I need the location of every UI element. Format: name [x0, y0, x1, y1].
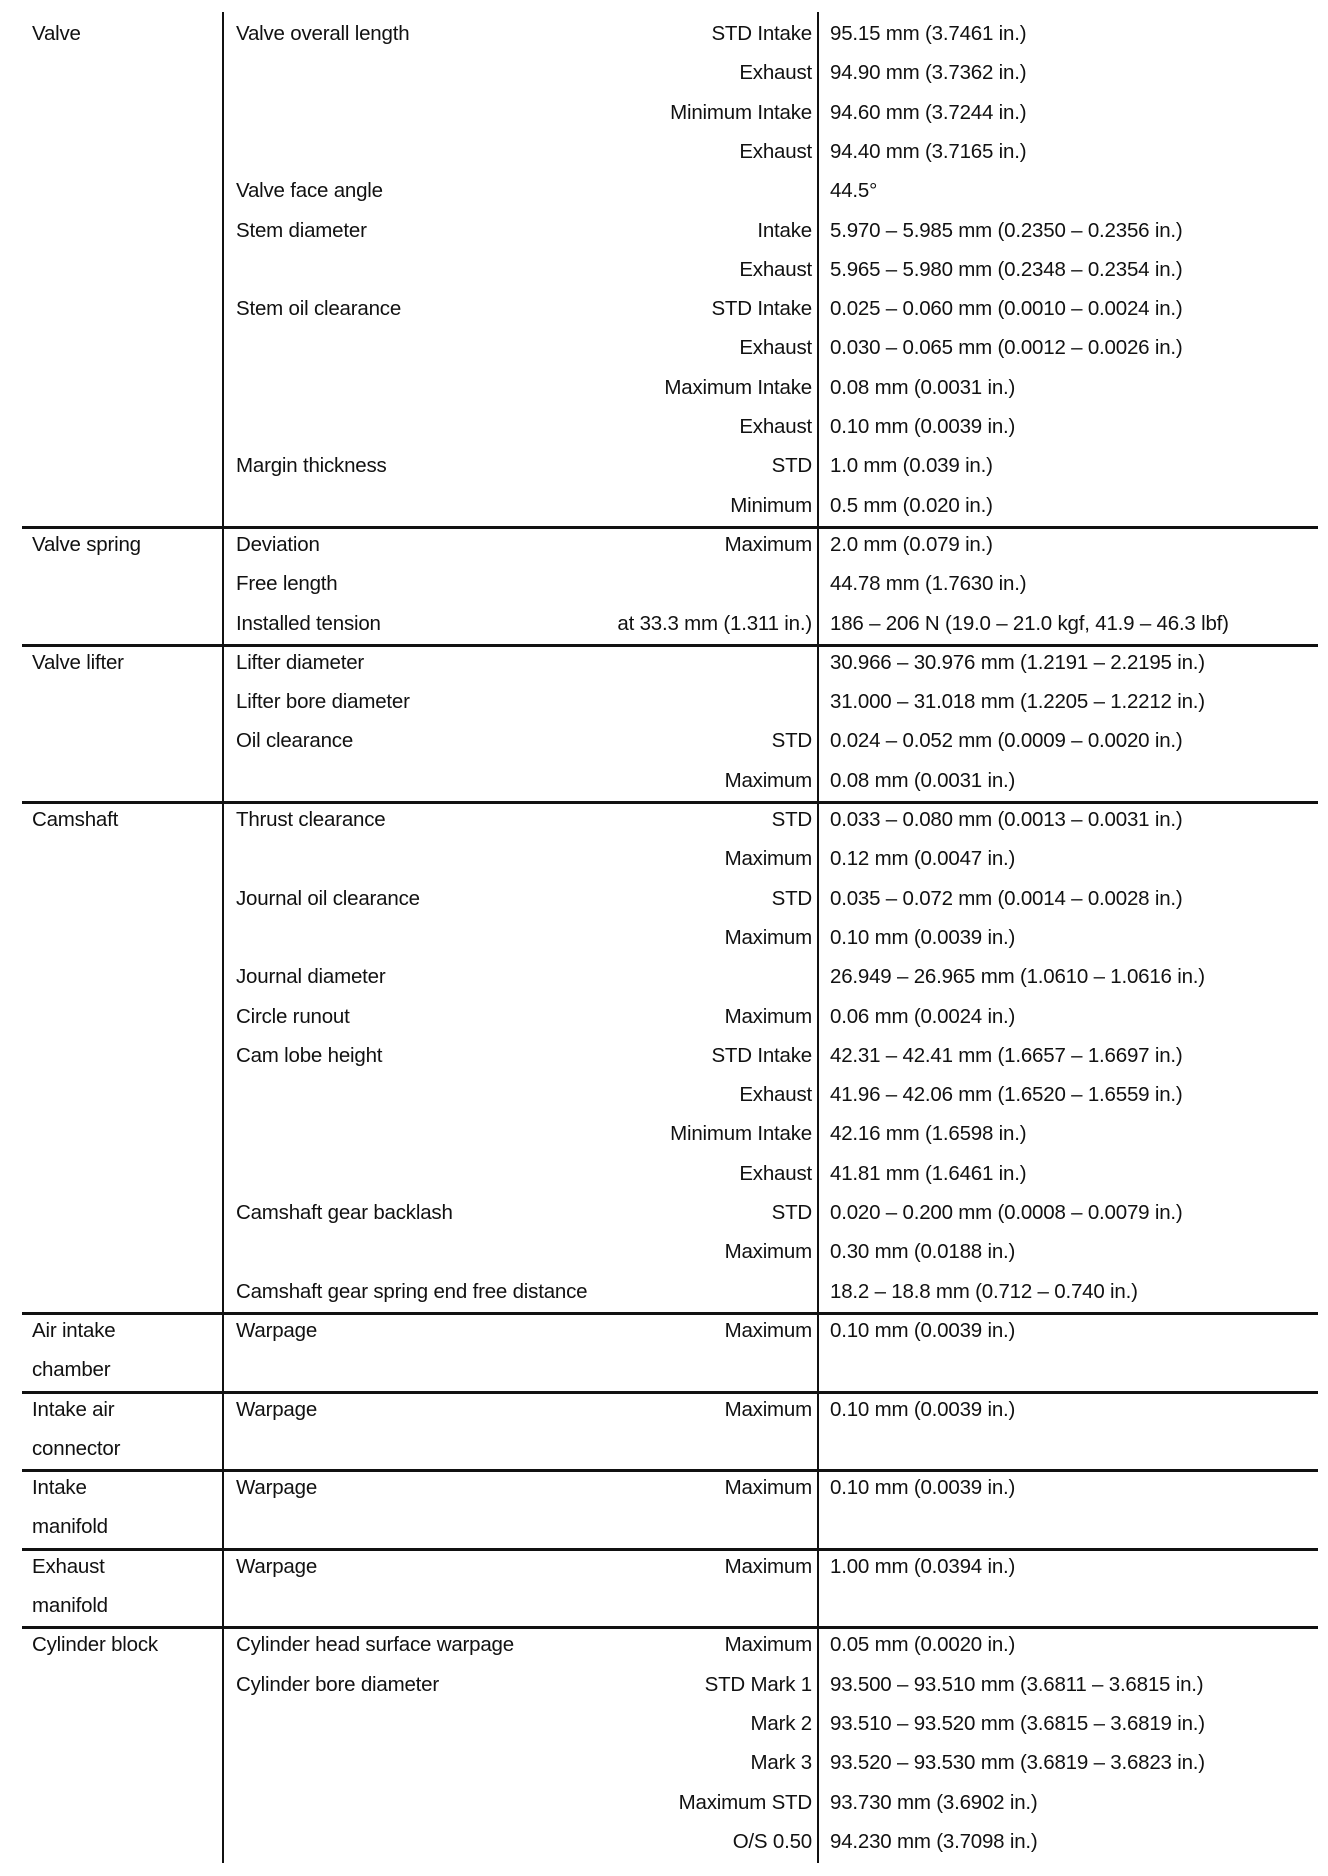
spec-condition: STD Intake	[711, 22, 812, 45]
spec-condition: Minimum Intake	[670, 100, 812, 124]
spec-value: 42.31 – 42.41 mm (1.6657 – 1.6697 in.)	[830, 1043, 1183, 1067]
spec-value: 0.06 mm (0.0024 in.)	[830, 1004, 1016, 1028]
spec-condition: Maximum	[724, 1004, 812, 1028]
spec-item: Cylinder head surface warpage	[236, 1633, 514, 1657]
spec-value: 18.2 – 18.8 mm (0.712 – 0.740 in.)	[830, 1279, 1138, 1303]
spec-item: Free length	[236, 572, 338, 596]
section-divider	[22, 1626, 1318, 1629]
spec-value: 0.10 mm (0.0039 in.)	[830, 1476, 1016, 1500]
spec-condition: Maximum	[724, 1633, 812, 1657]
spec-value: 26.949 – 26.965 mm (1.0610 – 1.0616 in.)	[830, 965, 1205, 989]
section-name: Camshaft	[32, 808, 119, 831]
spec-item: Camshaft gear spring end free distance	[236, 1279, 588, 1303]
spec-condition: Exhaust	[739, 415, 812, 438]
spec-item: Journal oil clearance	[236, 886, 420, 910]
section-name: Valve	[32, 22, 81, 45]
spec-value: 30.966 – 30.976 mm (1.2191 – 2.2195 in.)	[830, 650, 1205, 674]
spec-value: 0.10 mm (0.0039 in.)	[830, 1397, 1016, 1421]
spec-item: Camshaft gear backlash	[236, 1201, 453, 1224]
spec-condition: Maximum	[724, 925, 812, 949]
spec-condition: Mark 2	[750, 1711, 812, 1735]
column-rule-right	[817, 12, 819, 1863]
spec-condition: STD	[771, 729, 812, 753]
spec-condition: Exhaust	[739, 1083, 812, 1107]
section-name: Intake	[32, 1476, 87, 1500]
spec-item: Warpage	[236, 1554, 318, 1578]
section-name: Air intake	[32, 1318, 116, 1342]
spec-item: Installed tension	[236, 611, 381, 635]
spec-item: Valve face angle	[236, 179, 383, 203]
spec-condition: Minimum Intake	[670, 1122, 812, 1146]
spec-condition: Maximum	[724, 1240, 812, 1264]
spec-condition: Intake	[757, 218, 812, 242]
section-divider	[22, 644, 1318, 647]
spec-condition: STD Intake	[711, 297, 812, 321]
spec-condition: STD	[771, 886, 812, 910]
section-name: Cylinder block	[32, 1633, 158, 1657]
spec-condition: Maximum	[724, 847, 812, 871]
spec-item: Thrust clearance	[236, 808, 386, 831]
spec-value: 0.30 mm (0.0188 in.)	[830, 1240, 1016, 1264]
spec-condition: Maximum	[724, 1476, 812, 1500]
spec-item: Deviation	[236, 532, 320, 556]
spec-value: 95.15 mm (3.7461 in.)	[830, 22, 1027, 45]
spec-item: Lifter diameter	[236, 650, 365, 674]
spec-item: Warpage	[236, 1397, 318, 1421]
spec-condition: STD	[771, 454, 812, 478]
spec-condition: Exhaust	[739, 1161, 812, 1185]
spec-condition: Maximum	[724, 532, 812, 556]
spec-value: 93.500 – 93.510 mm (3.6811 – 3.6815 in.)	[830, 1672, 1204, 1696]
section-name: Valve lifter	[32, 650, 124, 674]
spec-item: Circle runout	[236, 1004, 350, 1028]
spec-value: 1.00 mm (0.0394 in.)	[830, 1554, 1016, 1578]
spec-condition: Exhaust	[739, 257, 812, 281]
spec-value: 0.5 mm (0.020 in.)	[830, 493, 993, 517]
section-name: Valve spring	[32, 532, 141, 556]
spec-value: 94.230 mm (3.7098 in.)	[830, 1829, 1038, 1853]
spec-item: Valve overall length	[236, 22, 410, 45]
spec-item: Stem oil clearance	[236, 297, 402, 321]
spec-condition: STD	[771, 808, 812, 831]
section-divider	[22, 1469, 1318, 1472]
spec-item: Lifter bore diameter	[236, 690, 410, 714]
section-divider	[22, 1312, 1318, 1315]
spec-value: 42.16 mm (1.6598 in.)	[830, 1122, 1027, 1146]
section-name: connector	[32, 1436, 121, 1460]
spec-value: 5.965 – 5.980 mm (0.2348 – 0.2354 in.)	[830, 257, 1183, 281]
section-name: chamber	[32, 1358, 111, 1382]
section-name: Exhaust	[32, 1554, 105, 1578]
spec-item: Warpage	[236, 1476, 318, 1500]
section-name: manifold	[32, 1515, 108, 1539]
spec-condition: Exhaust	[739, 139, 812, 163]
spec-value: 44.5°	[830, 179, 878, 203]
spec-item: Stem diameter	[236, 218, 367, 242]
spec-value: 0.10 mm (0.0039 in.)	[830, 925, 1016, 949]
spec-value: 93.520 – 93.530 mm (3.6819 – 3.6823 in.)	[830, 1751, 1205, 1775]
spec-value: 0.024 – 0.052 mm (0.0009 – 0.0020 in.)	[830, 729, 1183, 753]
spec-condition: Maximum	[724, 1318, 812, 1342]
spec-item: Journal diameter	[236, 965, 386, 989]
spec-value: 186 – 206 N (19.0 – 21.0 kgf, 41.9 – 46.3 lbf)	[830, 611, 1229, 635]
spec-condition: Exhaust	[739, 61, 812, 85]
spec-condition: STD Mark 1	[704, 1672, 812, 1696]
spec-value: 0.10 mm (0.0039 in.)	[830, 1318, 1016, 1342]
section-name: Intake air	[32, 1397, 115, 1421]
spec-condition: Maximum	[724, 1397, 812, 1421]
spec-value: 0.05 mm (0.0020 in.)	[830, 1633, 1016, 1657]
spec-value: 5.970 – 5.985 mm (0.2350 – 0.2356 in.)	[830, 218, 1183, 242]
spec-value: 0.025 – 0.060 mm (0.0010 – 0.0024 in.)	[830, 297, 1183, 321]
spec-value: 0.08 mm (0.0031 in.)	[830, 375, 1016, 399]
section-divider	[22, 801, 1318, 804]
spec-condition: Exhaust	[739, 336, 812, 360]
spec-condition: O/S 0.50	[732, 1829, 812, 1853]
spec-item: Cylinder bore diameter	[236, 1672, 439, 1696]
spec-item: Cam lobe height	[236, 1043, 383, 1067]
spec-condition: Maximum	[724, 768, 812, 792]
spec-value: 93.730 mm (3.6902 in.)	[830, 1790, 1038, 1814]
spec-value: 0.030 – 0.065 mm (0.0012 – 0.0026 in.)	[830, 336, 1183, 360]
spec-value: 94.60 mm (3.7244 in.)	[830, 100, 1027, 124]
spec-value: 2.0 mm (0.079 in.)	[830, 532, 993, 556]
spec-condition: STD	[771, 1201, 812, 1224]
spec-item: Oil clearance	[236, 729, 354, 753]
spec-condition: Maximum	[724, 1554, 812, 1578]
spec-condition: Mark 3	[750, 1751, 812, 1775]
spec-value: 0.020 – 0.200 mm (0.0008 – 0.0079 in.)	[830, 1201, 1183, 1224]
section-divider	[22, 526, 1318, 529]
spec-item: Warpage	[236, 1318, 318, 1342]
spec-value: 94.90 mm (3.7362 in.)	[830, 61, 1027, 85]
spec-condition: Maximum Intake	[664, 375, 812, 399]
spec-value: 0.08 mm (0.0031 in.)	[830, 768, 1016, 792]
section-divider	[22, 1548, 1318, 1551]
spec-value: 0.10 mm (0.0039 in.)	[830, 415, 1016, 438]
spec-value: 31.000 – 31.018 mm (1.2205 – 1.2212 in.)	[830, 690, 1205, 714]
spec-condition: Maximum STD	[678, 1790, 812, 1814]
spec-item: Margin thickness	[236, 454, 387, 478]
spec-condition: STD Intake	[711, 1043, 812, 1067]
spec-value: 44.78 mm (1.7630 in.)	[830, 572, 1027, 596]
spec-value: 0.12 mm (0.0047 in.)	[830, 847, 1016, 871]
column-rule-left	[222, 12, 224, 1863]
spec-value: 1.0 mm (0.039 in.)	[830, 454, 993, 478]
spec-value: 94.40 mm (3.7165 in.)	[830, 139, 1027, 163]
section-name: manifold	[32, 1594, 108, 1617]
spec-value: 0.035 – 0.072 mm (0.0014 – 0.0028 in.)	[830, 886, 1183, 910]
section-divider	[22, 1391, 1318, 1394]
spec-value: 93.510 – 93.520 mm (3.6815 – 3.6819 in.)	[830, 1711, 1205, 1735]
spec-condition: Minimum	[730, 493, 812, 517]
spec-value: 41.96 – 42.06 mm (1.6520 – 1.6559 in.)	[830, 1083, 1183, 1107]
spec-value: 0.033 – 0.080 mm (0.0013 – 0.0031 in.)	[830, 808, 1183, 831]
spec-condition: at 33.3 mm (1.311 in.)	[617, 611, 812, 635]
spec-value: 41.81 mm (1.6461 in.)	[830, 1161, 1027, 1185]
